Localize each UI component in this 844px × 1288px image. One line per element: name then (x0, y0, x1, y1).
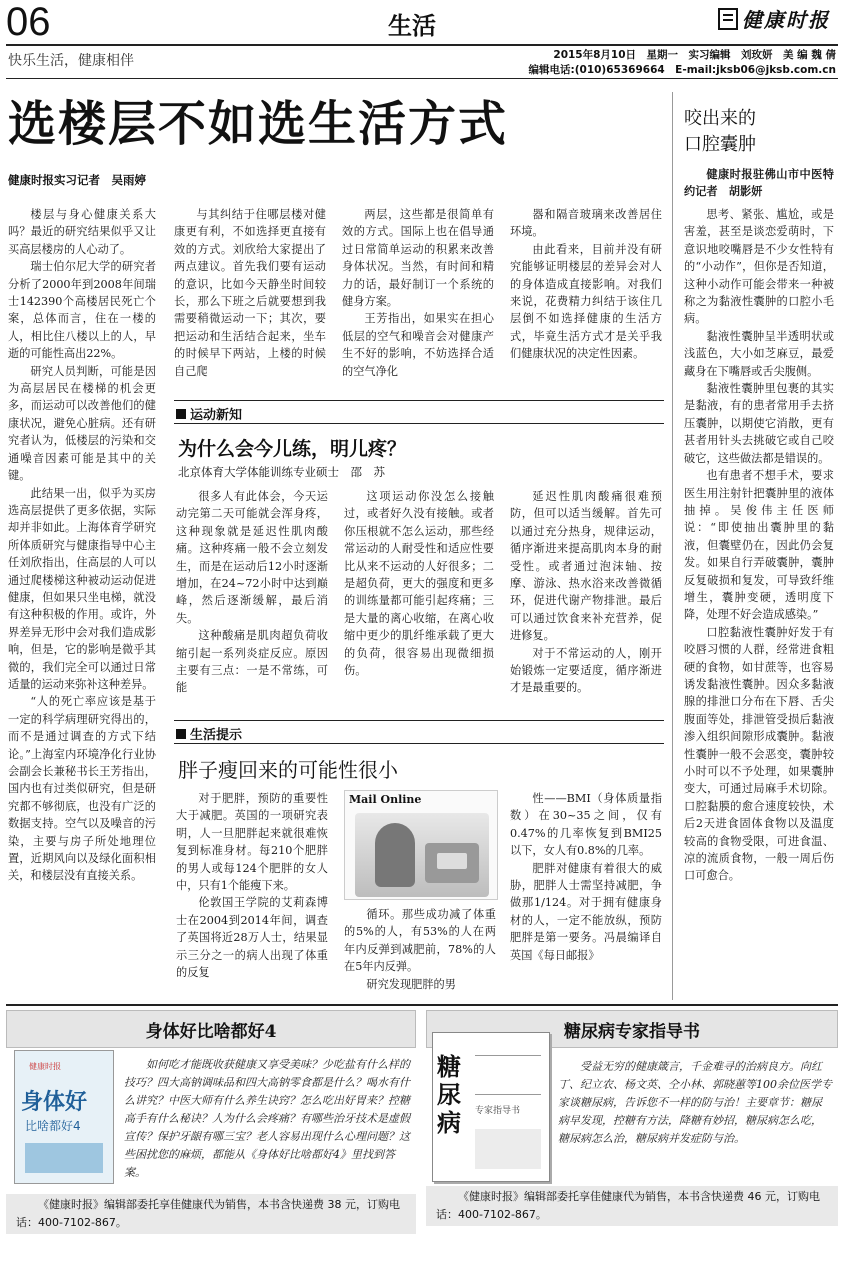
book-promo-2 (426, 1010, 838, 1236)
paragraph: 延迟性肌肉酸痛很难预防，但可以适当缓解。首先可以通过充分热身，规律运动，循序渐进来提高肌肉本身的耐受性。或者通过泡沫轴、按摩、游泳、热水浴来改善微循环，促进代谢产物排泄。最后可以通过饮食来补充营养，促进修复。 (510, 490, 662, 643)
paragraph: 与其纠结于住哪层楼对健康更有利，不如选择更直接有效的方式。刘欣给大家提出了两点建议。首先我们要有运动的意识，比如今天静坐时间较长，那么下班之后就要想到我需要稍微运动一下；其次，要把运动和生活结合起来，坐车的时候早下两站，上楼的时候自己爬 (174, 208, 326, 378)
paragraph: 由此看来，目前并没有研究能够证明楼层的差异会对人的身体造成直接影响。对我们来说，花费精力纠结于该住几层倒不如选择健康的生活方式，毕竟生活方式才是关乎我们健康状况的决定性因素。 (510, 242, 662, 361)
paragraph: 研究发现肥胖的男 (366, 977, 456, 991)
paragraph: 伦敦国王学院的艾莉森博士在2004到2014年间，调查了英国将近28万人士，结果显示三分之一的病人出现了体重的反复 (176, 896, 328, 980)
sidebar-title-2: 口腔囊肿 (684, 134, 756, 155)
life-col-3 (510, 790, 662, 964)
paragraph: 器和隔音玻璃来改善居住环境。 (510, 208, 662, 239)
sidebar-body (684, 206, 834, 885)
paragraph: 肥胖对健康有着很大的威胁，肥胖人士需坚持减肥，争做那1/124。对于拥有健康身材的人，一定不能放纵，预防肥胖是第一要务。冯晨编译自英国《每日邮报》 (510, 861, 662, 962)
paragraph: 循环。那些成功减了体重的5%的人，有53%的人在两年内反弹到减肥前，78%的人在5年内反弹。 (344, 908, 496, 974)
book-1-title-bar (6, 1010, 416, 1048)
sports-section-label (176, 404, 242, 423)
main-col-1 (8, 206, 156, 885)
logo-text: 健康时报 (742, 8, 830, 32)
paragraph: 很多人有此体会，今天运动完第二天可能就会浑身疼，这种现象就是延迟性肌肉酸痛。这种疼痛一般不会立刻发生，而是在运动后12小时逐渐增加，在24~72小时中达到巅峰，然后逐渐缓解，最后消失。 (176, 490, 328, 625)
square-bullet-icon (176, 729, 186, 739)
life-section-label (176, 724, 242, 743)
slogan: 快乐生活，健康相伴 (8, 53, 134, 69)
paragraph: 两层，这些都是很简单有效的方式。国际上也在倡导通过日常简单运动的积累来改善身体状况。当然，有时间和精力的话，最好制订一个系统的健身方案。 (342, 208, 494, 309)
main-byline: 健康时报实习记者 吴雨婷 (8, 173, 146, 187)
life-headline: 胖子瘦回来的可能性很小 (178, 758, 398, 782)
masthead-logo (718, 4, 830, 33)
main-col-4 (510, 206, 662, 363)
book-1-description: 如何吃才能既收获健康又享受美味？少吃盐有什么样的技巧？四大高钠调味品和四大高钠零食都是什么？喝水有什么讲究？中医大师有什么养生诀窍？怎么吃出好胃来？控糖高手有什么秘诀？人为什么会疼痛？有哪些治牙技术是虚假宣传？保护牙龈有哪三宝？老人容易出现什么心理问题？这些困扰您的麻烦，都能从《身体好比啥都好4》里找到答案。 (124, 1058, 410, 1179)
life-col-2 (344, 906, 496, 993)
book-1-cover-small: 健康时报 (29, 1062, 61, 1071)
square-bullet-icon (176, 409, 186, 419)
book-2-title: 糖尿病专家指导书 (564, 1021, 700, 1042)
paragraph: 思考、紧张、尴尬，或是害羞，甚至是谈恋爱萌时，下意识地咬嘴唇是不少女性特有的“小动作”，但你是否知道，这种小动作可能会带来一种被称之为黏液性囊肿的口腔小毛病。 (684, 208, 834, 326)
main-headline: 选楼层不如选生活方式 (8, 96, 509, 152)
book-2-description: 受益无穷的健康箴言，千金难寻的治病良方。向红丁、纪立农、杨文英、仝小林、郭晓蕙等100余位医学专家谈糖尿病，告诉您不一样的防与治！主要章节：糖尿病早发现，控糖有方法，降糖有妙招，糖尿病怎么吃，糖尿病怎么治，糖尿病并发症防与治。 (558, 1060, 832, 1145)
scale-icon (355, 813, 489, 897)
book-1-cover (14, 1050, 114, 1184)
book-promo-1 (6, 1010, 416, 1236)
paragraph: “人的死亡率应该是基于一定的科学病理研究得出的，而不是通过调查的方式下结论。”上海室内环境净化行业协会副会长兼秘书长王芳指出，国内也有过类似研究，但是研究都不够彻底，也没有广泛的数据支持。空气以及噪音的污染，主要与房子所处地理位置，近期风向以及绿化面积相关，和楼层没有直接关系。 (8, 695, 156, 883)
sidebar-byline (684, 166, 834, 201)
paragraph: 瑞士伯尔尼大学的研究者分析了2000年到2008年间瑞士142390个高楼居民死亡个案，总体而言，住在一楼的人，相比住八楼以上的人，早逝的可能性高出22%。 (8, 260, 156, 361)
book-1-cover-sub: 比啥都好4 (25, 1119, 81, 1133)
paragraph: 研究人员判断，可能是因为高层居民在楼梯的机会更多，而运动可以改善他们的健康状况，避免心脏病。还有研究者认为，低楼层的污染和交通噪音因素可能是其中的关键。 (8, 364, 156, 483)
main-col-2 (174, 206, 326, 380)
section-label-text: 运动新知 (190, 408, 243, 423)
book-2-cover (432, 1032, 550, 1182)
book-2-order-info: 《健康时报》编辑部委托享佳健康代为销售，本书含快递费 46 元，订购电话：400-7102-867。 (426, 1186, 838, 1226)
book-2-cover-sub: 专家指导书 (475, 1106, 521, 1116)
paragraph: 口腔黏液性囊肿好发于有咬唇习惯的人群，经常进食粗硬的食物，如甘蔗等，也容易诱发黏液性囊肿。因众多黏液腺的排泄口分布在下唇、舌尖腹面等处，排泄管受损后黏液渗入组织间隙形成囊肿。黏液性囊肿一般不会恶变，囊肿较小时可以不予处理，如果囊肿变大，可通过局麻手术切除。口腔黏膜的愈合速度较快，术后2天进食固体食物以及温度较高的食物受限，可进食温、凉的流质食物，一般一周后伤口可愈合。 (684, 625, 834, 883)
page-number: 06 (6, 0, 51, 44)
byline-text: 健康时报驻佛山市中医特约记者 胡影妍 (684, 167, 834, 199)
life-photo (344, 790, 498, 900)
date-line: 2015年8月10日 星期一 实习编辑 刘玫妍 美 编 魏 倩 (553, 49, 836, 61)
sports-col-3 (510, 488, 662, 697)
paragraph: 性——BMI（身体质量指数）在30~35之间，仅有0.47%的几率恢复到BMI25以下，女人有0.8%的几率。 (510, 792, 662, 858)
paragraph: 此结果一出，似乎为买房选高层提供了更多依据，实际却并非如此。上海体育学研究所体质研究与健康指导中心主任刘欣指出，住高层的人可以通过爬楼梯这种被动运动促进健康，但如果只坐电梯，就没有这种积极的作用。或许，外界差异无形中会对我们造成影响，但是，它的影响是微乎其微的，我们完全可以通过日常适量的运动来弥补这种差异。 (8, 486, 156, 691)
paragraph: 王芳指出，如果实在担心低层的空气和噪音会对健康产生不好的影响，不妨选择合适的空气净化 (342, 312, 494, 378)
paragraph: 黏液性囊肿里包裹的其实是黏液，有的患者常用手去挤压囊肿，以期使它消散，更有甚者用针头去挑破它或自己咬破它，这些做法都是错误的。 (684, 382, 834, 465)
paragraph: 也有患者不想手术，要求医生用注射针把囊肿里的液体抽掉。吴俊伟主任医师说：“即使抽出囊肿里的黏液，但囊壁仍在，因此仍会复发。如果自行弄破囊肿，囊肿反复破损和复发，可导致纤维增生，囊肿变硬，透明度下降，处理不好会造成感染。” (684, 469, 834, 622)
book-2-cover-title: 糖尿病 (437, 1052, 461, 1137)
book-1-order-info: 《健康时报》编辑部委托享佳健康代为销售，本书含快递费 38 元，订购电话：400-7102-867。 (6, 1194, 416, 1234)
newspaper-emblem-icon (718, 8, 738, 30)
book-1-cover-title: 身体好 (21, 1090, 88, 1115)
contact-line: 编辑电话:(010)65369664 E-mail:jksb06@jksb.com.cn (528, 64, 836, 76)
paragraph: 对于肥胖，预防的重要性大于减肥。英国的一项研究表明，人一旦肥胖起来就很难恢复到标准身材。每210个肥胖的男人或每124个肥胖的女人中，只有1个能瘦下来。 (176, 792, 328, 893)
life-col-1 (176, 790, 328, 981)
main-col-3 (342, 206, 494, 380)
sidebar-title-1: 咬出来的 (684, 108, 756, 129)
section-label-text: 生活提示 (190, 728, 243, 743)
section-name: 生活 (388, 11, 436, 40)
paragraph: 楼层与身心健康关系大吗？最近的研究结果似乎又让买高层楼房的人心动了。 (8, 208, 156, 256)
sports-headline: 为什么会今儿练，明儿疼？ (178, 438, 407, 460)
book-1-title: 身体好比啥都好4 (145, 1021, 277, 1042)
paragraph: 这项运动你没怎么接触过，或者好久没有接触。或者你压根就不怎么运动，那些经常运动的人耐受性和适应性要比从来不运动的人好很多；二是超负荷，更大的强度和更多的训练量都可能引起疼痛；三是大量的离心收缩，在离心收缩中更少的肌纤维承载了更大的负荷，很容易出现微细损伤。 (344, 490, 494, 678)
paragraph: 这种酸痛是肌肉超负荷收缩引起一系列炎症反应。原因主要有三点：一是不常练，可能 (176, 629, 328, 695)
paragraph: 黏液性囊肿呈半透明状或浅蓝色，大小如芝麻豆，最爱藏身在下嘴唇或舌尖腹侧。 (684, 329, 834, 378)
sports-col-1 (176, 488, 328, 697)
sports-col-2 (344, 488, 494, 679)
source-logo: Mail Online (349, 793, 422, 806)
sports-byline: 北京体育大学体能训练专业硕士 邵 苏 (178, 465, 385, 479)
paragraph: 对于不常运动的人，刚开始锻炼一定要适度，循序渐进才是最重要的。 (510, 646, 662, 695)
